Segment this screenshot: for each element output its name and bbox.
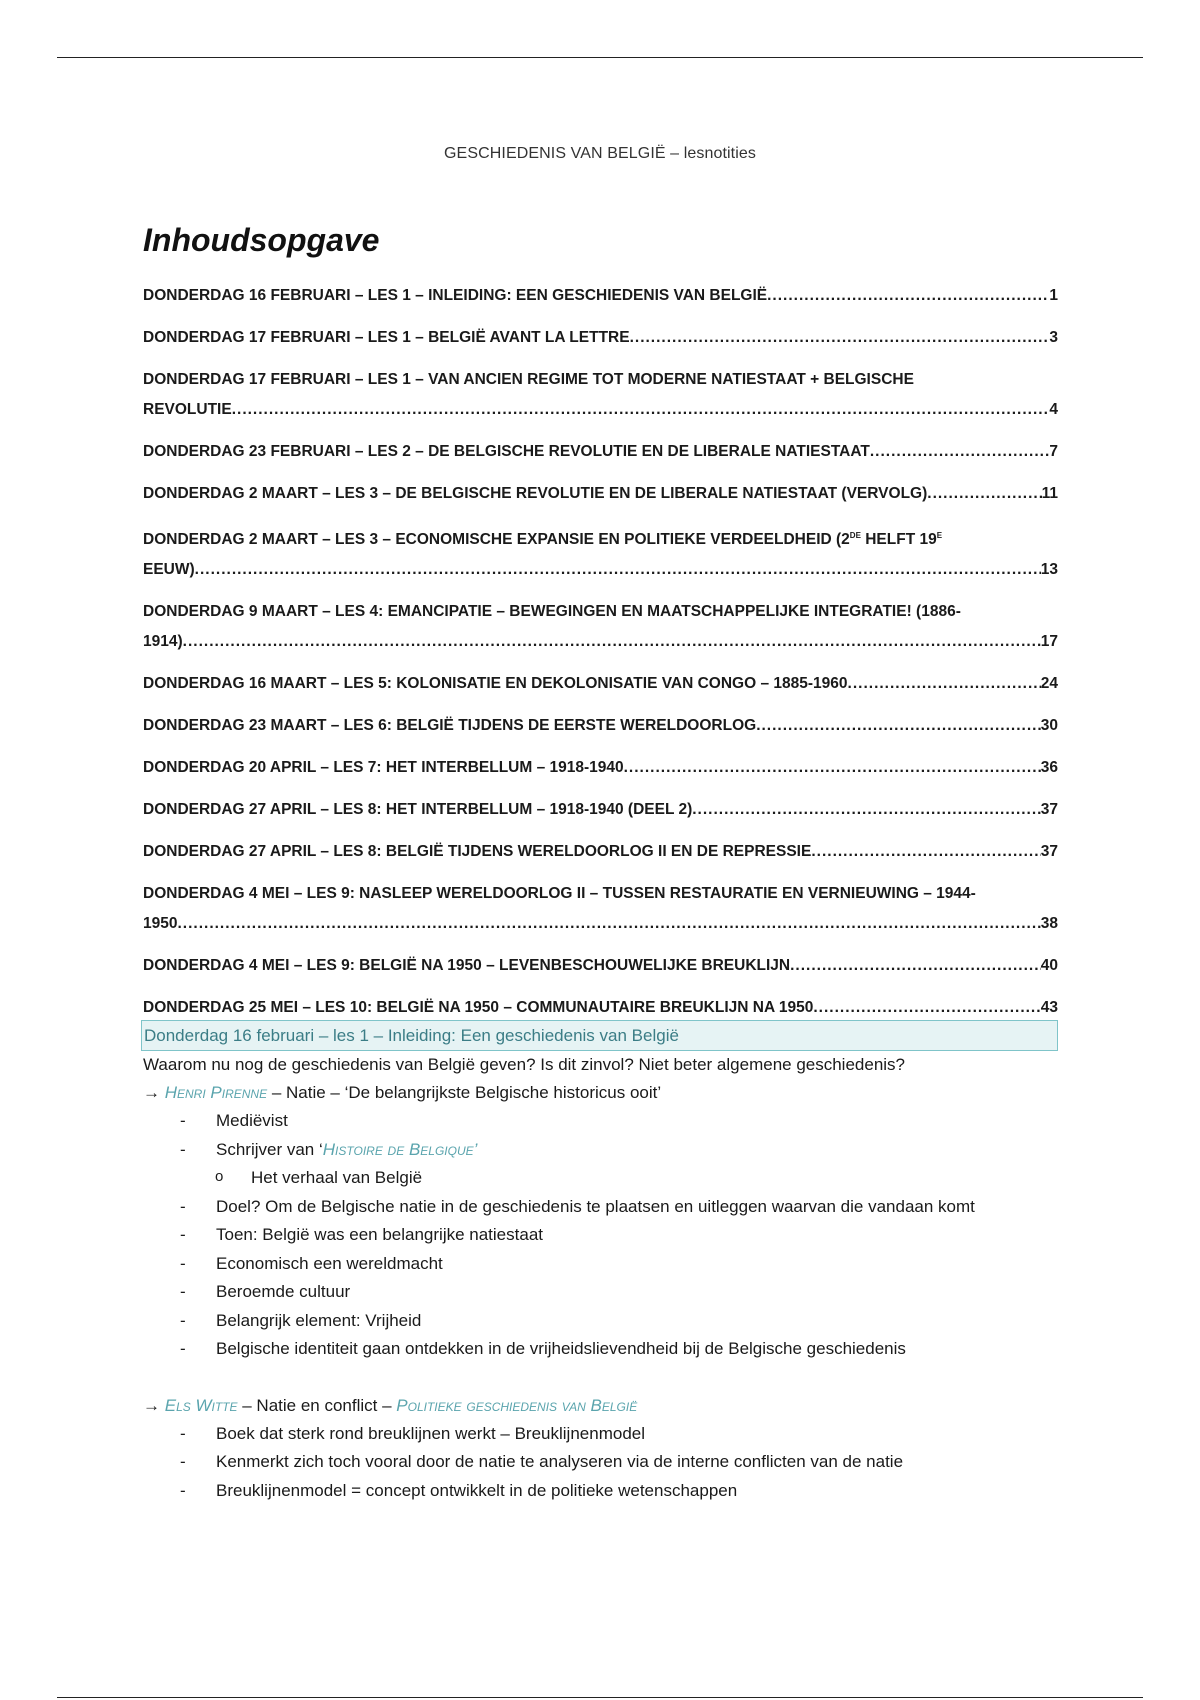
pirenne-sublist [143,1164,1058,1193]
book-title: Politieke geschiedenis van België [396,1395,638,1415]
top-rule [57,57,1143,58]
quote-mark: ’ [473,1139,478,1159]
witte-description: – Natie en conflict – [237,1395,397,1415]
toc-page-number: 37 [1040,801,1058,818]
toc-page-number: 37 [1040,843,1058,860]
list-item: - Toen: België was een belangrijke natiestaat [180,1221,1058,1250]
list-item [180,1136,1058,1165]
toc-page-number: 30 [1040,717,1058,734]
toc-page-number: 17 [1040,633,1058,650]
toc-entry[interactable] [143,879,1058,939]
toc-entry-title: DONDERDAG 4 MEI – LES 9: NASLEEP WERELDOORLOG II – TUSSEN RESTAURATIE EN VERNIEUWING – 1944- [143,885,976,902]
toc-entry[interactable] [143,993,1058,1023]
superscript: E [936,531,943,540]
list-item: - Belangrijk element: Vrijheid [180,1307,1058,1336]
toc-entry-title-cont: 1914) [143,633,183,650]
list-item: - Boek dat sterk rond breuklijnen werkt – Breuklijnenmodel [180,1420,1058,1449]
toc-entry-title-part: HELFT 19 [860,531,937,548]
toc-entry[interactable] [143,521,1058,585]
toc-entry-title-cont: EEUW) [143,561,195,578]
toc-entry-title-cont: REVOLUTIE [143,401,232,418]
witte-list [143,1420,1058,1506]
pirenne-description: – Natie – ‘De belangrijkste Belgische historicus ooit’ [267,1083,662,1102]
spacer [143,1364,1058,1392]
toc-title: Inhoudsopgave [143,222,380,258]
pirenne-list-cont [143,1193,1058,1364]
list-item: - Mediëvist [180,1107,1058,1136]
toc-entry-title-cont: 1950 [143,915,178,932]
toc-entry-title: DONDERDAG 9 MAART – LES 4: EMANCIPATIE – BEWEGINGEN EN MAATSCHAPPELIJKE INTEGRATIE! (1886- [143,603,961,620]
toc-leader [927,479,1041,509]
author-name: Henri Pirenne [164,1083,268,1102]
toc-leader [811,837,1040,867]
toc-entry[interactable] [143,951,1058,981]
toc-entry-title: DONDERDAG 17 FEBRUARI – LES 1 – VAN ANCIEN REGIME TOT MODERNE NATIESTAAT + BELGISCHE [143,371,914,388]
toc-leader [177,909,1040,939]
book-title: Histoire de Belgique [322,1139,474,1159]
toc-page-number: 38 [1040,915,1058,932]
list-item: - Breuklijnenmodel = concept ontwikkelt in de politieke wetenschappen [180,1477,1058,1506]
list-item: - Belgische identiteit gaan ontdekken in de vrijheidslievendheid bij de Belgische geschiedenis [180,1335,1058,1364]
toc-page-number: 13 [1040,561,1058,578]
toc-page-number: 1 [1049,287,1058,304]
toc-entry-title: DONDERDAG 27 APRIL – LES 8: BELGIË TIJDENS WERELDOORLOG II EN DE REPRESSIE [143,843,812,860]
toc-page-number: 24 [1040,675,1058,692]
arrow-icon: → [143,1083,165,1102]
toc-leader [870,437,1050,467]
toc-page-number: 4 [1049,401,1058,418]
toc-entry[interactable] [143,753,1058,783]
bottom-rule [57,1697,1143,1698]
arrow-icon: → [143,1395,165,1415]
toc-leader [848,669,1041,699]
toc-entry[interactable] [143,437,1058,467]
toc-entry-title: DONDERDAG 4 MEI – LES 9: BELGIË NA 1950 – LEVENBESCHOUWELIJKE BREUKLIJN [143,957,791,974]
toc-leader [630,323,1050,353]
toc-entry-title: DONDERDAG 2 MAART – LES 3 – DE BELGISCHE REVOLUTIE EN DE LIBERALE NATIESTAAT (VERVOLG) [143,485,928,502]
list-item: - Beroemde cultuur [180,1278,1058,1307]
toc-entry-title: DONDERDAG 27 APRIL – LES 8: HET INTERBELLUM – 1918-1940 (DEEL 2) [143,801,693,818]
toc-leader [813,993,1040,1023]
list-item: - Kenmerkt zich toch vooral door de natie te analyseren via de interne conflicten van de natie [180,1448,1058,1477]
superscript: DE [849,531,861,540]
list-item-text: Schrijver van ‘ [216,1139,323,1159]
toc-leader [183,627,1041,657]
toc-entry[interactable] [143,281,1058,311]
pirenne-list [143,1107,1058,1164]
toc-leader [692,795,1041,825]
toc-leader [767,281,1049,311]
list-item: - Doel? Om de Belgische natie in de geschiedenis te plaatsen en uitleggen waarvan die vandaan komt [180,1193,1058,1222]
toc-page-number: 40 [1040,957,1058,974]
toc-entry-title: DONDERDAG 16 FEBRUARI – LES 1 – INLEIDING: EEN GESCHIEDENIS VAN BELGIË [143,287,768,304]
toc-leader [232,395,1050,425]
pirenne-line [143,1079,1058,1107]
toc-entry[interactable] [143,479,1058,509]
toc-entry[interactable] [143,711,1058,741]
page-header: GESCHIEDENIS VAN BELGIË – lesnotities [444,145,756,162]
list-item: - Economisch een wereldmacht [180,1250,1058,1279]
toc-leader [790,951,1041,981]
toc-leader [624,753,1041,783]
toc-leader [756,711,1041,741]
toc-entry-title: DONDERDAG 23 FEBRUARI – LES 2 – DE BELGISCHE REVOLUTIE EN DE LIBERALE NATIESTAAT [143,443,870,460]
author-name: Els Witte [164,1395,238,1415]
toc-page-number: 43 [1040,999,1058,1016]
toc-entry-title [143,521,1058,555]
sub-list-item: o Het verhaal van België [215,1164,1058,1193]
toc-entry[interactable] [143,837,1058,867]
toc-entry-title: DONDERDAG 23 MAART – LES 6: BELGIË TIJDENS DE EERSTE WERELDOORLOG [143,717,757,734]
toc-entry[interactable] [143,795,1058,825]
toc-entry[interactable] [143,669,1058,699]
lesson-section [143,1020,1058,1505]
toc-entry-title: DONDERDAG 16 MAART – LES 5: KOLONISATIE EN DEKOLONISATIE VAN CONGO – 1885-1960 [143,675,848,692]
section-heading: Donderdag 16 februari – les 1 – Inleiding: Een geschiedenis van België [141,1020,1058,1051]
intro-paragraph: Waarom nu nog de geschiedenis van België geven? Is dit zinvol? Niet beter algemene geschiedenis? [143,1055,906,1074]
toc-entry-title-part: DONDERDAG 2 MAART – LES 3 – ECONOMISCHE EXPANSIE EN POLITIEKE VERDEELDHEID (2 [143,531,850,548]
toc-page-number: 3 [1049,329,1058,346]
toc-leader [195,555,1041,585]
toc-entry-title: DONDERDAG 25 MEI – LES 10: BELGIË NA 1950 – COMMUNAUTAIRE BREUKLIJN NA 1950 [143,999,814,1016]
toc-entry[interactable] [143,597,1058,657]
toc-entry-title: DONDERDAG 20 APRIL – LES 7: HET INTERBELLUM – 1918-1940 [143,759,624,776]
table-of-contents [143,281,1058,1023]
toc-page-number: 36 [1040,759,1058,776]
toc-entry-title: DONDERDAG 17 FEBRUARI – LES 1 – BELGIË AVANT LA LETTRE [143,329,630,346]
witte-line [143,1392,1058,1420]
toc-page-number: 7 [1049,443,1058,460]
toc-entry[interactable] [143,365,1058,425]
toc-page-number: 11 [1041,485,1058,502]
toc-entry[interactable] [143,323,1058,353]
